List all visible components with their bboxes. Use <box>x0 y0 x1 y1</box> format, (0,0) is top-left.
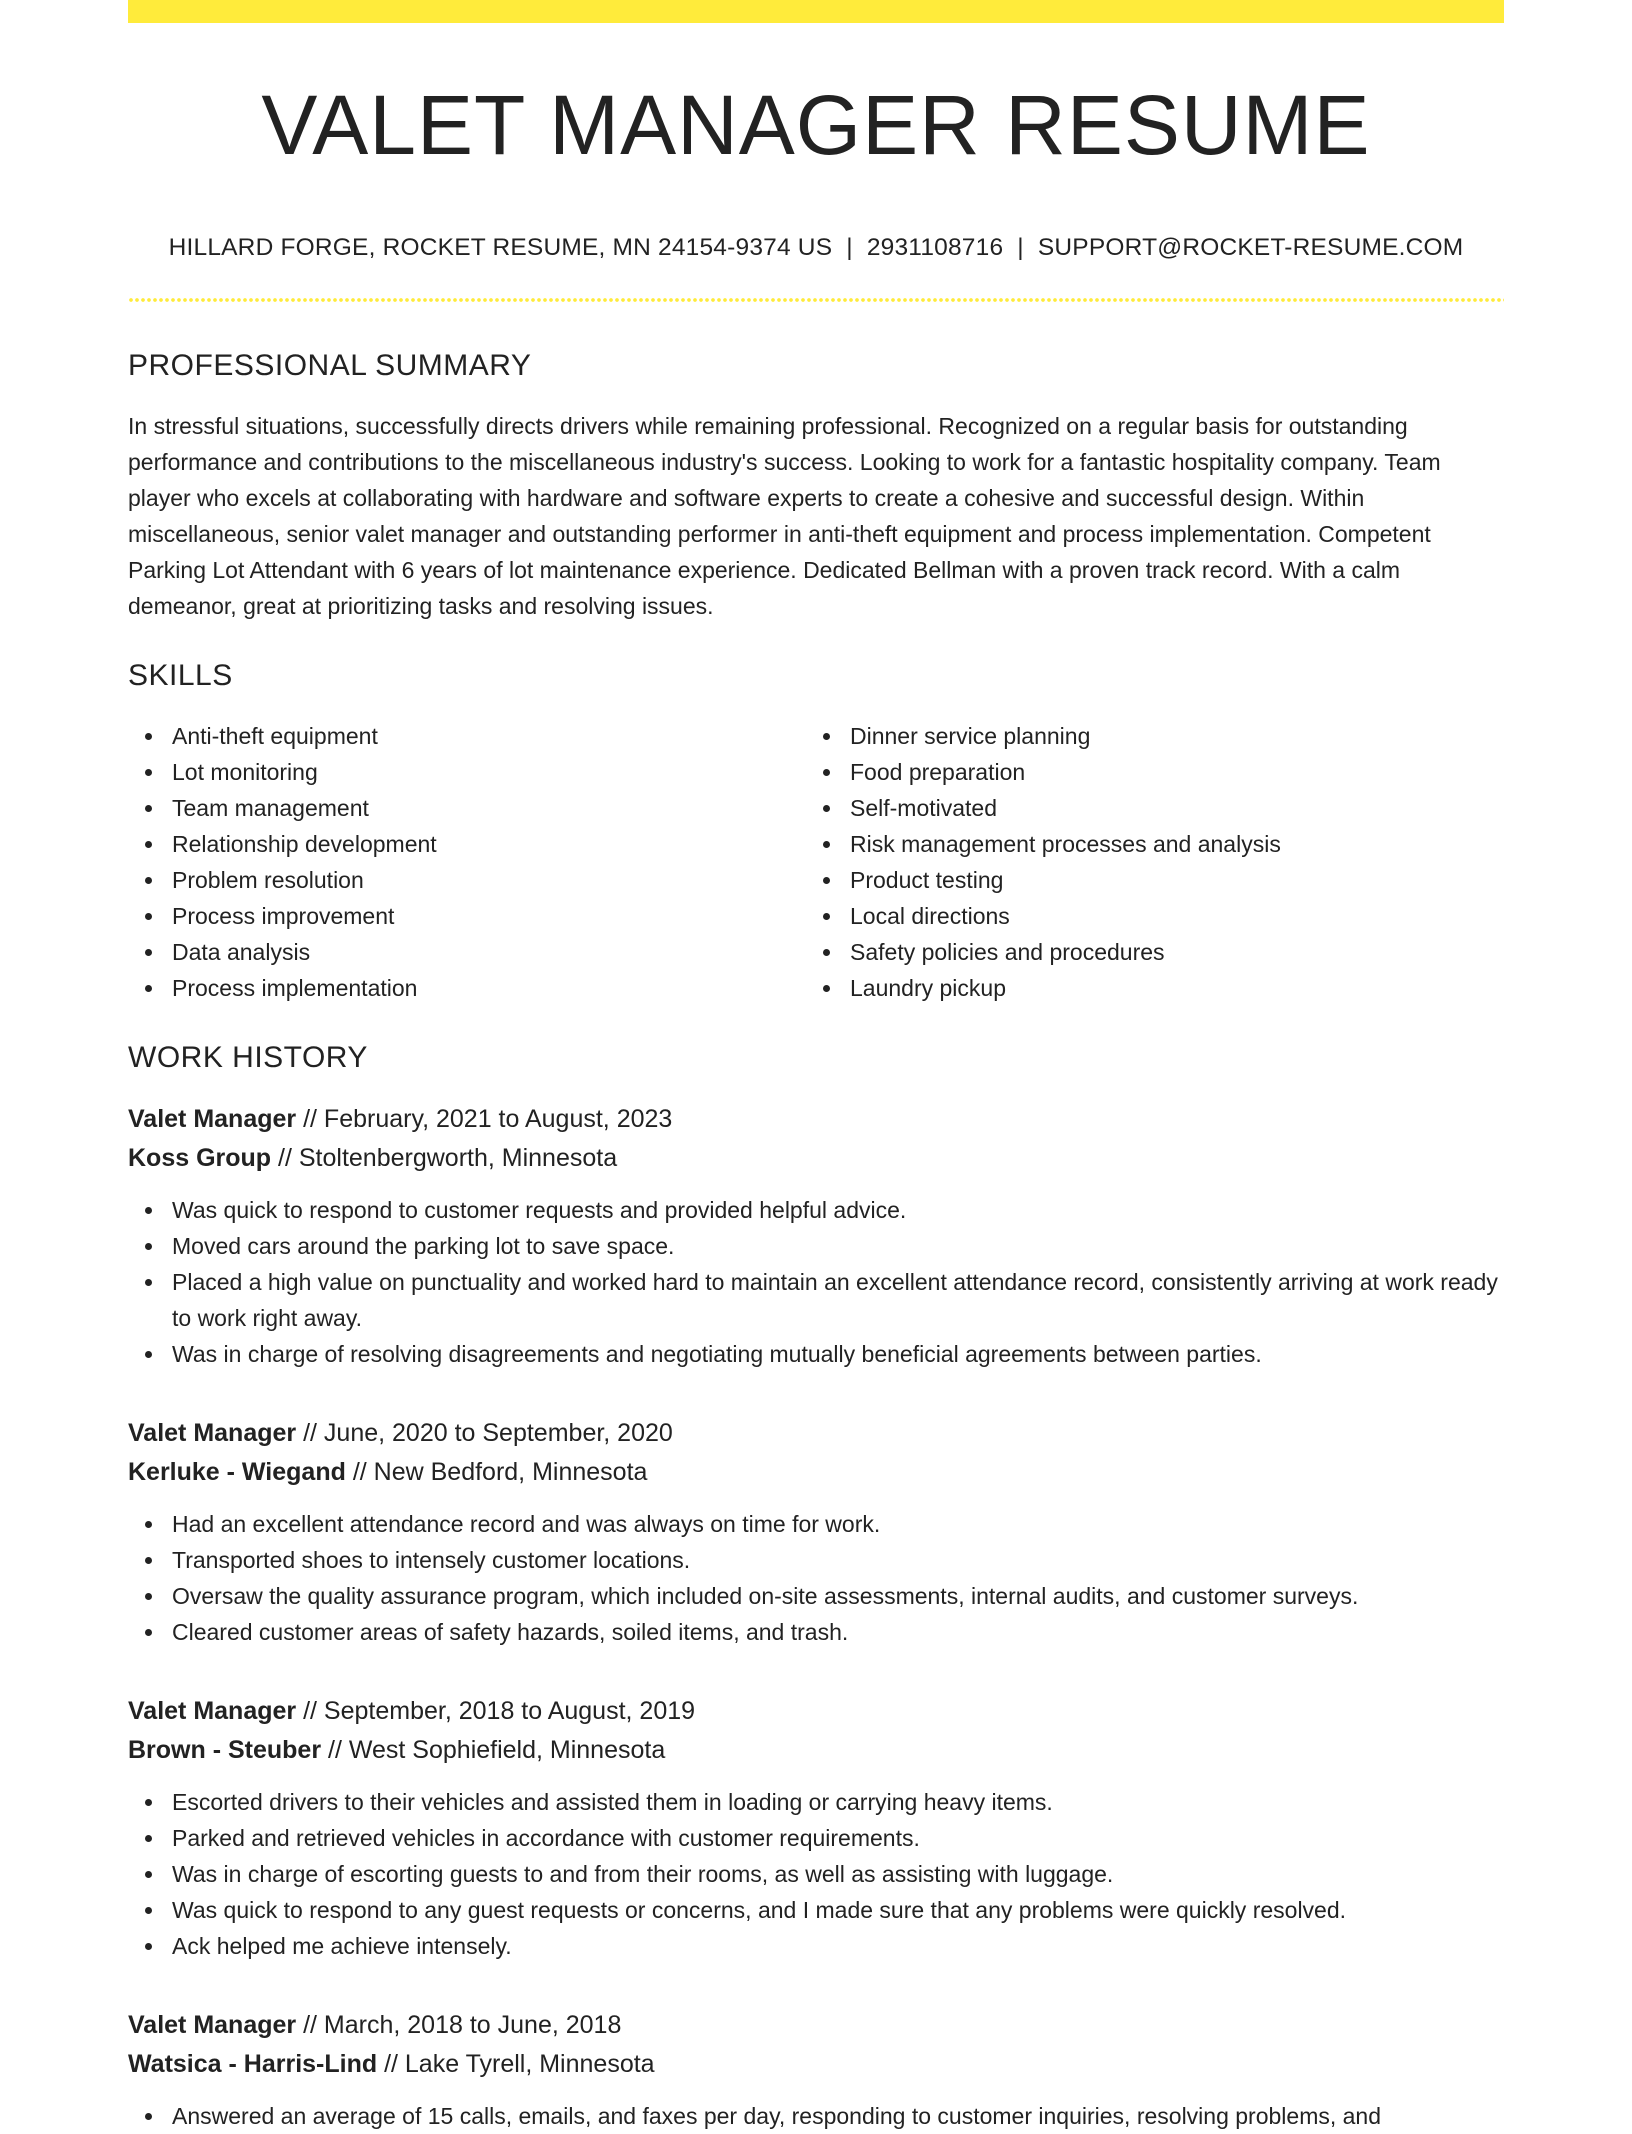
job-bullet: Moved cars around the parking lot to save space. <box>128 1228 1504 1264</box>
job-entry <box>128 1100 1504 1372</box>
accent-top-bar <box>128 0 1504 23</box>
job-bullets <box>128 1192 1504 1372</box>
job-company-line <box>128 1731 1504 1770</box>
job-entry <box>128 1692 1504 1964</box>
skills-column-right <box>806 718 1504 1006</box>
job-bullet: Answered an average of 15 calls, emails, and faxes per day, responding to customer inquiries, resolving problems, and <box>128 2098 1504 2134</box>
skill-item: Data analysis <box>128 934 806 970</box>
job-bullet: Was quick to respond to any guest requests or concerns, and I made sure that any problems were quickly resolved. <box>128 1892 1504 1928</box>
skill-item: Relationship development <box>128 826 806 862</box>
skills-list <box>128 718 1504 1006</box>
job-location: // West Sophiefield, Minnesota <box>321 1736 666 1765</box>
job-title-line <box>128 2006 1504 2045</box>
job-bullet: Placed a high value on punctuality and worked hard to maintain an excellent attendance record, consistently arriving at work ready to work right away. <box>128 1264 1504 1336</box>
resume-page <box>128 0 1504 2134</box>
job-company-line <box>128 1139 1504 1178</box>
job-company: Watsica - Harris-Lind <box>128 2050 378 2079</box>
contact-address: HILLARD FORGE, ROCKET RESUME, MN 24154-9374 US <box>168 234 833 261</box>
contact-separator: | <box>1017 234 1024 261</box>
contact-email: SUPPORT@ROCKET-RESUME.COM <box>1037 234 1464 261</box>
skill-item: Problem resolution <box>128 862 806 898</box>
job-bullets <box>128 1784 1504 1964</box>
job-bullet: Oversaw the quality assurance program, which included on-site assessments, internal audits, and customer surveys. <box>128 1578 1504 1614</box>
skill-item: Self-motivated <box>806 790 1504 826</box>
contact-separator: | <box>846 234 853 261</box>
job-title: Valet Manager <box>128 1105 297 1134</box>
job-bullet: Was in charge of escorting guests to and from their rooms, as well as assisting with luggage. <box>128 1856 1504 1892</box>
job-bullets <box>128 1506 1504 1650</box>
job-dates: // September, 2018 to August, 2019 <box>296 1697 696 1726</box>
job-bullet: Transported shoes to intensely customer locations. <box>128 1542 1504 1578</box>
work-history-heading: WORK HISTORY <box>128 1041 368 1075</box>
skill-item: Product testing <box>806 862 1504 898</box>
job-company-line <box>128 1453 1504 1492</box>
skill-item: Food preparation <box>806 754 1504 790</box>
skill-item: Process improvement <box>128 898 806 934</box>
job-dates: // March, 2018 to June, 2018 <box>296 2011 622 2040</box>
skill-item: Risk management processes and analysis <box>806 826 1504 862</box>
job-bullet: Ack helped me achieve intensely. <box>128 1928 1504 1964</box>
job-title: Valet Manager <box>128 2011 297 2040</box>
skill-item: Safety policies and procedures <box>806 934 1504 970</box>
skills-heading: SKILLS <box>128 659 233 693</box>
job-company: Brown - Steuber <box>128 1736 322 1765</box>
job-dates: // June, 2020 to September, 2020 <box>296 1419 673 1448</box>
summary-text: In stressful situations, successfully directs drivers while remaining professional. Recognized on a regular basis for outstanding performance and contributions to the miscellaneous industry's success. Looking to work for a fantastic hospitality company. Team player who excels at collaborating with hardware and software experts to create a cohesive and successful design. Within miscellaneous, senior valet manager and outstanding performer in anti-theft equipment and process implementation. Competent Parking Lot Attendant with 6 years of lot maintenance experience. Dedicated Bellman with a proven track record. With a calm demeanor, great at prioritizing tasks and resolving issues. <box>128 413 1441 620</box>
job-bullet: Parked and retrieved vehicles in accordance with customer requirements. <box>128 1820 1504 1856</box>
skill-item: Lot monitoring <box>128 754 806 790</box>
job-title-line <box>128 1100 1504 1139</box>
job-bullet: Was in charge of resolving disagreements and negotiating mutually beneficial agreements between parties. <box>128 1336 1504 1372</box>
job-entry <box>128 2006 1504 2134</box>
job-company-line <box>128 2045 1504 2084</box>
job-location: // New Bedford, Minnesota <box>345 1458 648 1487</box>
contact-phone: 2931108716 <box>866 234 1004 261</box>
contact-line <box>128 233 1504 262</box>
skills-column-left <box>128 718 806 1006</box>
dotted-divider <box>128 298 1504 302</box>
job-title-line <box>128 1692 1504 1731</box>
job-dates: // February, 2021 to August, 2023 <box>296 1105 673 1134</box>
job-location: // Lake Tyrell, Minnesota <box>377 2050 655 2079</box>
job-title: Valet Manager <box>128 1419 297 1448</box>
job-title: Valet Manager <box>128 1697 297 1726</box>
job-bullets <box>128 2098 1504 2134</box>
skill-item: Anti-theft equipment <box>128 718 806 754</box>
job-bullet: Had an excellent attendance record and was always on time for work. <box>128 1506 1504 1542</box>
skill-item: Dinner service planning <box>806 718 1504 754</box>
job-company: Kerluke - Wiegand <box>128 1458 346 1487</box>
job-bullet: Was quick to respond to customer requests and provided helpful advice. <box>128 1192 1504 1228</box>
skill-item: Local directions <box>806 898 1504 934</box>
skill-item: Laundry pickup <box>806 970 1504 1006</box>
skill-item: Team management <box>128 790 806 826</box>
job-company: Koss Group <box>128 1144 272 1173</box>
resume-title: VALET MANAGER RESUME <box>261 78 1371 172</box>
job-bullet: Escorted drivers to their vehicles and assisted them in loading or carrying heavy items. <box>128 1784 1504 1820</box>
job-bullet: Cleared customer areas of safety hazards, soiled items, and trash. <box>128 1614 1504 1650</box>
skill-item: Process implementation <box>128 970 806 1006</box>
job-location: // Stoltenbergworth, Minnesota <box>271 1144 618 1173</box>
job-entry <box>128 1414 1504 1650</box>
job-title-line <box>128 1414 1504 1453</box>
summary-heading: PROFESSIONAL SUMMARY <box>128 349 532 383</box>
